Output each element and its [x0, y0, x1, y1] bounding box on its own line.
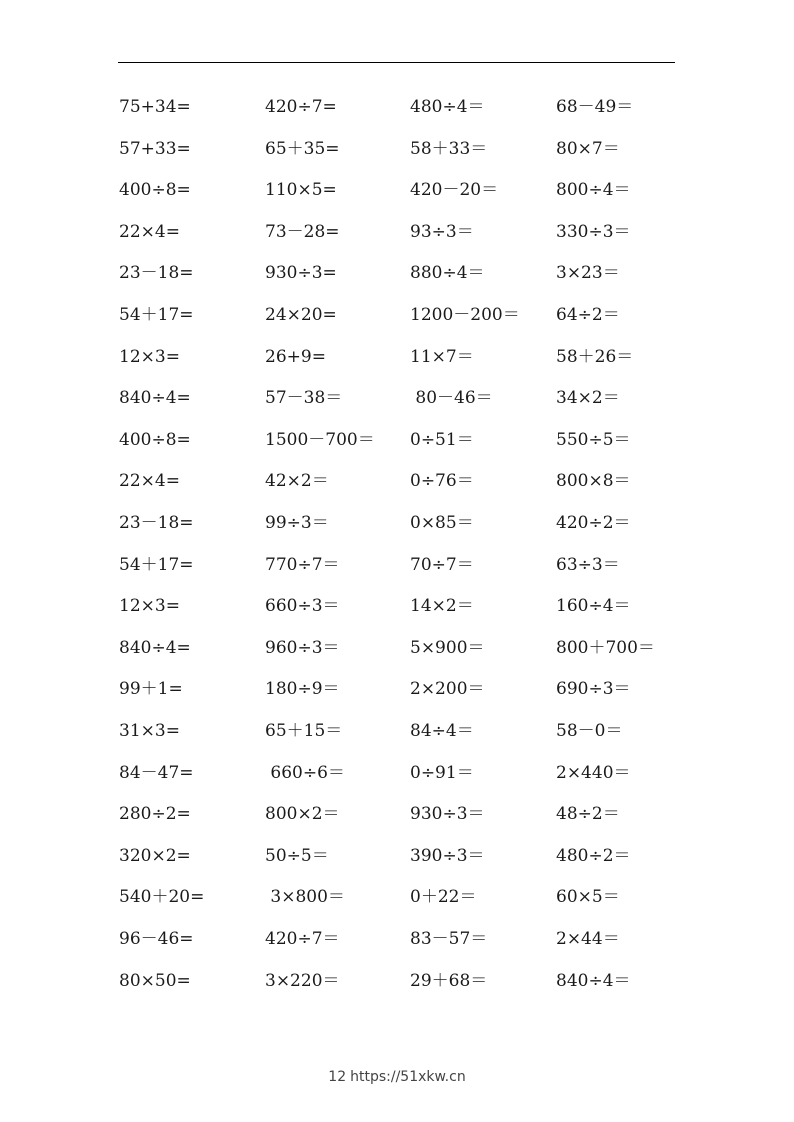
problem-r19-c3: 390÷3＝ — [410, 846, 485, 866]
problem-r3-c2: 110×5= — [265, 180, 337, 200]
problem-r5-c4: 3×23＝ — [556, 263, 620, 283]
problem-r4-c4: 330÷3＝ — [556, 222, 631, 242]
problem-r11-c2: 99÷3＝ — [265, 513, 329, 533]
problem-r17-c3: 0÷91＝ — [410, 763, 474, 783]
problem-r17-c1: 84－47= — [119, 763, 194, 783]
problem-r22-c4: 840÷4＝ — [556, 971, 631, 991]
problem-r13-c4: 160÷4＝ — [556, 596, 631, 616]
problem-r20-c1: 540＋20= — [119, 887, 205, 907]
problem-r22-c2: 3×220＝ — [265, 971, 340, 991]
problem-r14-c3: 5×900＝ — [410, 638, 485, 658]
problem-r15-c1: 99＋1= — [119, 679, 183, 699]
problem-r8-c1: 840÷4= — [119, 388, 191, 408]
problem-r20-c3: 0＋22＝ — [410, 887, 477, 907]
problem-r2-c4: 80×7＝ — [556, 139, 620, 159]
problem-r21-c4: 2×44＝ — [556, 929, 620, 949]
problem-r10-c1: 22×4= — [119, 471, 180, 491]
problem-r17-c2: 660÷6＝ — [265, 763, 345, 783]
problem-r19-c4: 480÷2＝ — [556, 846, 631, 866]
problem-r13-c2: 660÷3＝ — [265, 596, 340, 616]
problem-r1-c3: 480÷4＝ — [410, 97, 485, 117]
problem-r10-c2: 42×2＝ — [265, 471, 329, 491]
problem-r6-c2: 24×20= — [265, 305, 337, 325]
problem-r14-c2: 960÷3＝ — [265, 638, 340, 658]
problem-r5-c2: 930÷3= — [265, 263, 337, 283]
problem-r19-c1: 320×2= — [119, 846, 191, 866]
problem-r3-c3: 420－20＝ — [410, 180, 499, 200]
problem-r8-c3: 80－46＝ — [410, 388, 493, 408]
problem-r14-c4: 800＋700＝ — [556, 638, 655, 658]
site-url: https://51xkw.cn — [350, 1069, 466, 1085]
problem-r3-c4: 800÷4＝ — [556, 180, 631, 200]
problem-r18-c2: 800×2＝ — [265, 804, 340, 824]
problem-r20-c4: 60×5＝ — [556, 887, 620, 907]
problem-r5-c1: 23－18= — [119, 263, 194, 283]
problem-r8-c2: 57－38＝ — [265, 388, 343, 408]
problem-r19-c2: 50÷5＝ — [265, 846, 329, 866]
problem-r16-c2: 65＋15＝ — [265, 721, 343, 741]
problem-r12-c2: 770÷7＝ — [265, 555, 340, 575]
problem-r10-c3: 0÷76＝ — [410, 471, 474, 491]
problem-r13-c3: 14×2＝ — [410, 596, 474, 616]
problem-r1-c2: 420÷7= — [265, 97, 337, 117]
problem-r21-c1: 96－46= — [119, 929, 194, 949]
problem-r7-c4: 58＋26＝ — [556, 347, 634, 367]
problem-r7-c3: 11×7＝ — [410, 347, 474, 367]
problem-r11-c4: 420÷2＝ — [556, 513, 631, 533]
problem-r16-c1: 31×3= — [119, 721, 180, 741]
problem-r1-c4: 68－49＝ — [556, 97, 634, 117]
problem-r11-c3: 0×85＝ — [410, 513, 474, 533]
problem-r15-c2: 180÷9＝ — [265, 679, 340, 699]
problem-r13-c1: 12×3= — [119, 596, 180, 616]
problem-r12-c4: 63÷3＝ — [556, 555, 620, 575]
problem-r9-c4: 550÷5＝ — [556, 430, 631, 450]
problem-r9-c3: 0÷51＝ — [410, 430, 474, 450]
problem-r2-c3: 58＋33＝ — [410, 139, 488, 159]
problem-r1-c1: 75+34= — [119, 97, 191, 117]
problem-r2-c2: 65＋35= — [265, 139, 340, 159]
problem-r21-c2: 420÷7＝ — [265, 929, 340, 949]
problem-r6-c4: 64÷2＝ — [556, 305, 620, 325]
problem-r18-c4: 48÷2＝ — [556, 804, 620, 824]
problem-r8-c4: 34×2＝ — [556, 388, 620, 408]
problem-r4-c2: 73－28= — [265, 222, 340, 242]
problem-r14-c1: 840÷4= — [119, 638, 191, 658]
problem-r15-c3: 2×200＝ — [410, 679, 485, 699]
page-footer — [0, 1069, 794, 1085]
problem-r9-c1: 400÷8= — [119, 430, 191, 450]
problem-r12-c1: 54＋17= — [119, 555, 194, 575]
problem-r4-c3: 93÷3＝ — [410, 222, 474, 242]
problem-r5-c3: 880÷4＝ — [410, 263, 485, 283]
problem-r11-c1: 23－18= — [119, 513, 194, 533]
problem-r2-c1: 57+33= — [119, 139, 191, 159]
problem-r6-c1: 54＋17= — [119, 305, 194, 325]
problem-r16-c4: 58－0＝ — [556, 721, 623, 741]
problem-r21-c3: 83－57＝ — [410, 929, 488, 949]
problem-r22-c3: 29＋68＝ — [410, 971, 488, 991]
problem-r3-c1: 400÷8= — [119, 180, 191, 200]
problem-r15-c4: 690÷3＝ — [556, 679, 631, 699]
problem-r18-c1: 280÷2= — [119, 804, 191, 824]
problem-r7-c2: 26+9= — [265, 347, 326, 367]
problem-r6-c3: 1200－200＝ — [410, 305, 520, 325]
problem-r20-c2: 3×800＝ — [265, 887, 345, 907]
problem-r22-c1: 80×50= — [119, 971, 191, 991]
problem-r18-c3: 930÷3＝ — [410, 804, 485, 824]
problem-r17-c4: 2×440＝ — [556, 763, 631, 783]
page-number: 12 — [328, 1069, 347, 1085]
problem-r9-c2: 1500－700＝ — [265, 430, 375, 450]
problem-r10-c4: 800×8＝ — [556, 471, 631, 491]
problem-r4-c1: 22×4= — [119, 222, 180, 242]
problem-r16-c3: 84÷4＝ — [410, 721, 474, 741]
problem-r12-c3: 70÷7＝ — [410, 555, 474, 575]
problem-r7-c1: 12×3= — [119, 347, 180, 367]
